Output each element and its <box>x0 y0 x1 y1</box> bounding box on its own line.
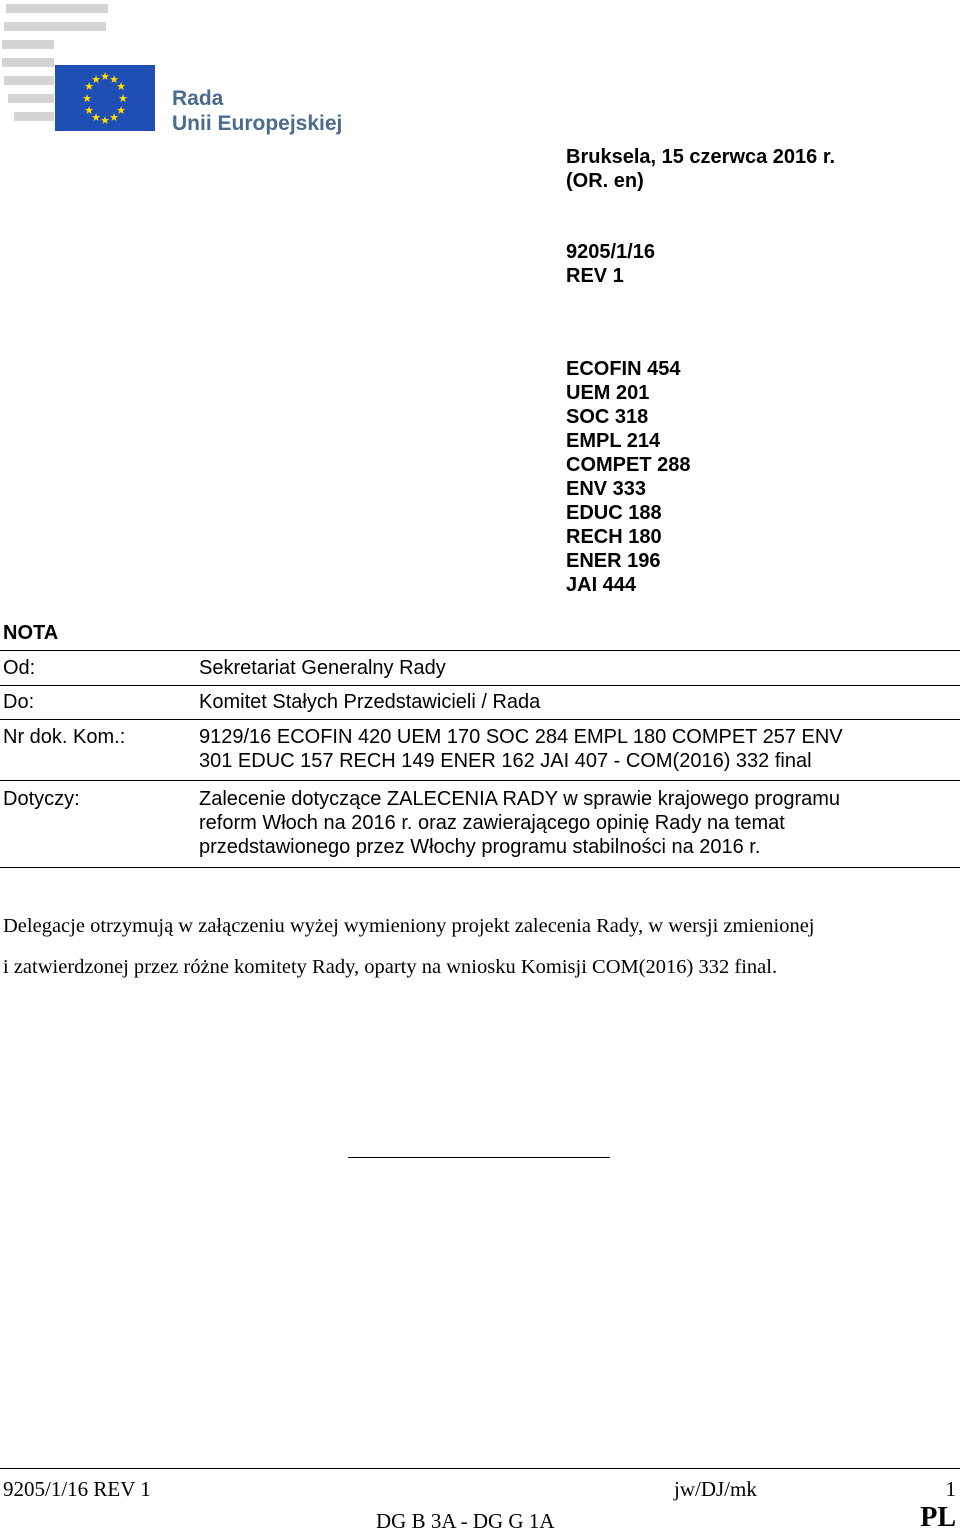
footer-doc-ref: 9205/1/16 REV 1 <box>3 1477 151 1501</box>
svg-text:★: ★ <box>109 111 119 124</box>
svg-text:★: ★ <box>91 73 101 86</box>
divider <box>0 650 960 651</box>
commission-doc-value <box>199 725 949 773</box>
divider <box>0 719 960 720</box>
document-number-line1: 9205/1/16 <box>566 241 655 263</box>
code-item: RECH 180 <box>566 526 662 548</box>
from-value: Sekretariat Generalny Rady <box>199 657 446 679</box>
code-item: EDUC 188 <box>566 502 662 524</box>
signature-line <box>348 1157 610 1158</box>
svg-text:★: ★ <box>100 114 110 127</box>
code-item: SOC 318 <box>566 406 649 428</box>
code-item: ENER 196 <box>566 550 661 572</box>
nota-title: NOTA <box>3 622 59 644</box>
organization-name-line2: Unii Europejskiej <box>172 112 343 135</box>
svg-text:★: ★ <box>82 92 92 105</box>
svg-text:★: ★ <box>116 104 126 117</box>
code-item: COMPET 288 <box>566 454 691 476</box>
document-number <box>566 240 655 288</box>
divider <box>0 780 960 781</box>
footer-page-number: 1 <box>945 1477 956 1501</box>
document-number-line2: REV 1 <box>566 265 624 287</box>
date-block <box>566 145 835 193</box>
subject-value-line3: przedstawionego przez Włochy programu stabilności na 2016 r. <box>199 836 761 858</box>
from-label: Od: <box>3 657 36 679</box>
divider <box>0 867 960 868</box>
subject-label: Dotyczy: <box>3 788 80 810</box>
organization-name-line1: Rada <box>172 87 224 110</box>
code-item: ECOFIN 454 <box>566 358 681 380</box>
body-line2: i zatwierdzonej przez różne komitety Rady, oparty na wniosku Komisji COM(2016) 332 final. <box>3 956 778 978</box>
body-line1: Delegacje otrzymują w załączeniu wyżej wymieniony projekt zalecenia Rady, w wersji zmienionej <box>3 915 815 937</box>
date-line: Bruksela, 15 czerwca 2016 r. <box>566 146 836 168</box>
code-item: EMPL 214 <box>566 430 661 452</box>
code-item: UEM 201 <box>566 382 650 404</box>
svg-text:★: ★ <box>109 73 119 86</box>
footer-divider <box>0 1468 960 1469</box>
code-item: JAI 444 <box>566 574 637 596</box>
svg-text:★: ★ <box>91 111 101 124</box>
to-label: Do: <box>3 691 35 713</box>
interinstitutional-codes <box>566 357 690 597</box>
footer-initials: jw/DJ/mk <box>674 1477 757 1501</box>
commission-doc-value-line1: 9129/16 ECOFIN 420 UEM 170 SOC 284 EMPL 180 COMPET 257 ENV <box>199 726 843 748</box>
divider <box>0 685 960 686</box>
code-item: ENV 333 <box>566 478 647 500</box>
footer-language: PL <box>920 1502 956 1533</box>
commission-doc-value-line2: 301 EDUC 157 RECH 149 ENER 162 JAI 407 - COM(2016) 332 final <box>199 750 812 772</box>
svg-text:★: ★ <box>118 92 128 105</box>
body-paragraph <box>3 906 953 988</box>
subject-value-line2: reform Włoch na 2016 r. oraz zawierającego opinię Rady na temat <box>199 812 785 834</box>
original-language: (OR. en) <box>566 170 644 192</box>
svg-text:★: ★ <box>116 80 126 93</box>
subject-value-line1: Zalecenie dotyczące ZALECENIA RADY w sprawie krajowego programu <box>199 788 841 810</box>
svg-text:★: ★ <box>100 70 110 83</box>
to-value: Komitet Stałych Przedstawicieli / Rada <box>199 691 541 713</box>
svg-text:★: ★ <box>84 104 94 117</box>
commission-doc-label: Nr dok. Kom.: <box>3 726 126 748</box>
organization-name <box>172 86 342 136</box>
subject-value <box>199 787 949 859</box>
footer-dg: DG B 3A - DG G 1A <box>376 1509 555 1533</box>
svg-text:★: ★ <box>84 80 94 93</box>
